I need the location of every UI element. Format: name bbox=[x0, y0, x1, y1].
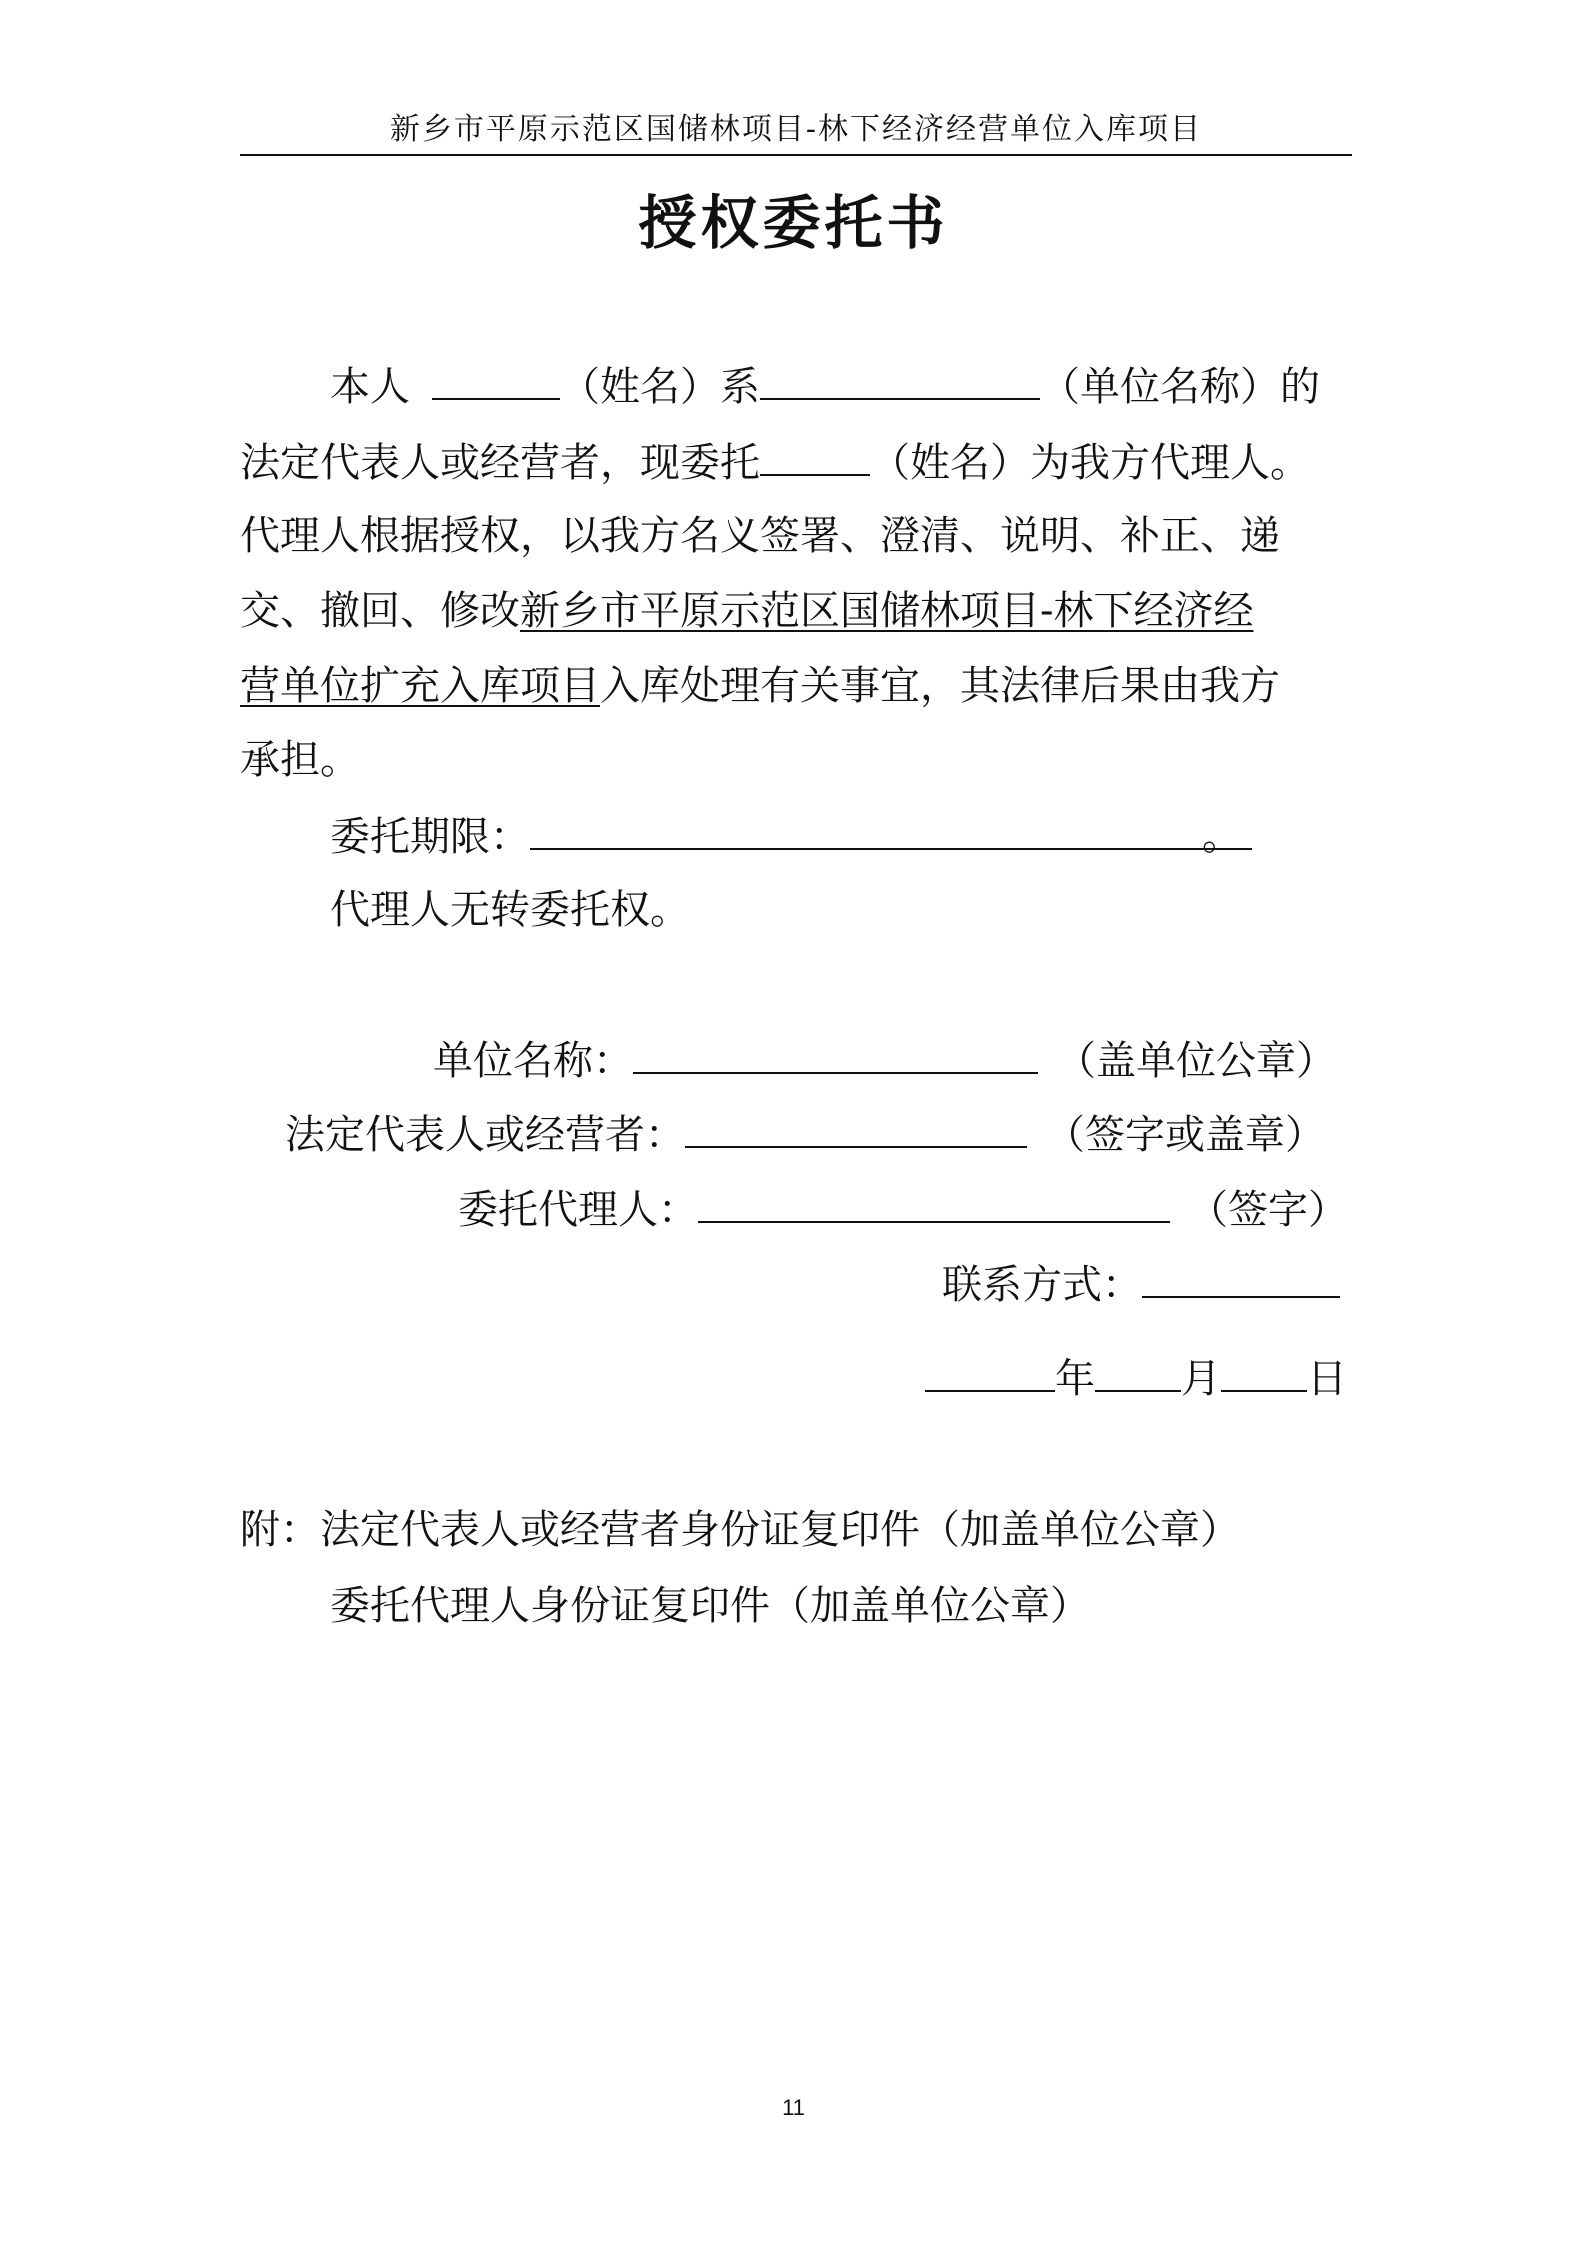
name-blank[interactable] bbox=[432, 358, 560, 400]
term-line bbox=[330, 808, 1252, 865]
attachment-item-1: 法定代表人或经营者身份证复印件（加盖单位公章） bbox=[320, 1507, 1240, 1553]
attachment-prefix: 附： bbox=[240, 1507, 320, 1553]
agent-signature-blank[interactable] bbox=[698, 1181, 1170, 1223]
month-label: 月 bbox=[1181, 1356, 1221, 1402]
contact-blank[interactable] bbox=[1142, 1256, 1340, 1298]
agent-name-blank[interactable] bbox=[760, 434, 870, 476]
text-actions: 交、撤回、修改 bbox=[240, 588, 520, 634]
term-blank[interactable] bbox=[530, 808, 1252, 859]
year-label: 年 bbox=[1055, 1356, 1095, 1402]
header-rule bbox=[240, 154, 1352, 156]
date-line bbox=[925, 1350, 1347, 1407]
paragraph-line-1 bbox=[330, 358, 1320, 415]
contact-line bbox=[942, 1256, 1340, 1313]
agent-sign-note: （签字） bbox=[1188, 1187, 1348, 1233]
unit-label: 单位名称： bbox=[433, 1038, 633, 1084]
text-name-relation: （姓名）系 bbox=[560, 364, 760, 410]
attachment-line-1 bbox=[240, 1502, 1240, 1558]
paragraph-line-5 bbox=[240, 658, 1280, 714]
term-label: 委托期限： bbox=[330, 814, 530, 860]
agent-signature-line bbox=[458, 1181, 1348, 1238]
contact-label: 联系方式： bbox=[942, 1262, 1142, 1308]
project-name-part2: 营单位扩充入库项目 bbox=[240, 663, 600, 709]
unit-name-blank[interactable] bbox=[760, 358, 1040, 400]
document-title: 授权委托书 bbox=[638, 189, 949, 257]
paragraph-line-6: 承担。 bbox=[240, 737, 360, 783]
paragraph-line-3: 代理人根据授权，以我方名义签署、澄清、说明、补正、递 bbox=[240, 513, 1280, 559]
paragraph-line-2 bbox=[240, 434, 1310, 491]
rep-sign-note: （签字或盖章） bbox=[1045, 1112, 1325, 1158]
text-legal-consequence: 入库处理有关事宜，其法律后果由我方 bbox=[600, 663, 1280, 709]
unit-seal-note: （盖单位公章） bbox=[1056, 1038, 1336, 1084]
attachment-item-2: 委托代理人身份证复印件（加盖单位公章） bbox=[330, 1583, 1090, 1629]
no-transfer-statement: 代理人无转委托权。 bbox=[330, 887, 690, 933]
text-benren: 本人 bbox=[330, 364, 410, 410]
text-agent-role: （姓名）为我方代理人。 bbox=[870, 440, 1310, 486]
rep-signature-blank[interactable] bbox=[685, 1106, 1027, 1148]
day-label: 日 bbox=[1307, 1356, 1347, 1402]
project-name-part1: 新乡市平原示范区国储林项目-林下经济经 bbox=[520, 588, 1254, 634]
unit-signature-blank[interactable] bbox=[633, 1032, 1038, 1074]
page-number: 11 bbox=[782, 2095, 805, 2120]
text-unit-name: （单位名称）的 bbox=[1040, 364, 1320, 410]
term-period: 。 bbox=[1202, 813, 1242, 859]
rep-label: 法定代表人或经营者： bbox=[285, 1112, 685, 1158]
rep-signature-line bbox=[285, 1106, 1325, 1163]
text-legal-rep: 法定代表人或经营者，现委托 bbox=[240, 440, 760, 486]
paragraph-line-4 bbox=[240, 583, 1254, 639]
unit-signature-line bbox=[433, 1032, 1336, 1089]
month-blank[interactable] bbox=[1095, 1350, 1181, 1392]
page-header: 新乡市平原示范区国储林项目-林下经济经营单位入库项目 bbox=[389, 112, 1203, 147]
agent-label: 委托代理人： bbox=[458, 1187, 698, 1233]
day-blank[interactable] bbox=[1221, 1350, 1307, 1392]
year-blank[interactable] bbox=[925, 1350, 1055, 1392]
